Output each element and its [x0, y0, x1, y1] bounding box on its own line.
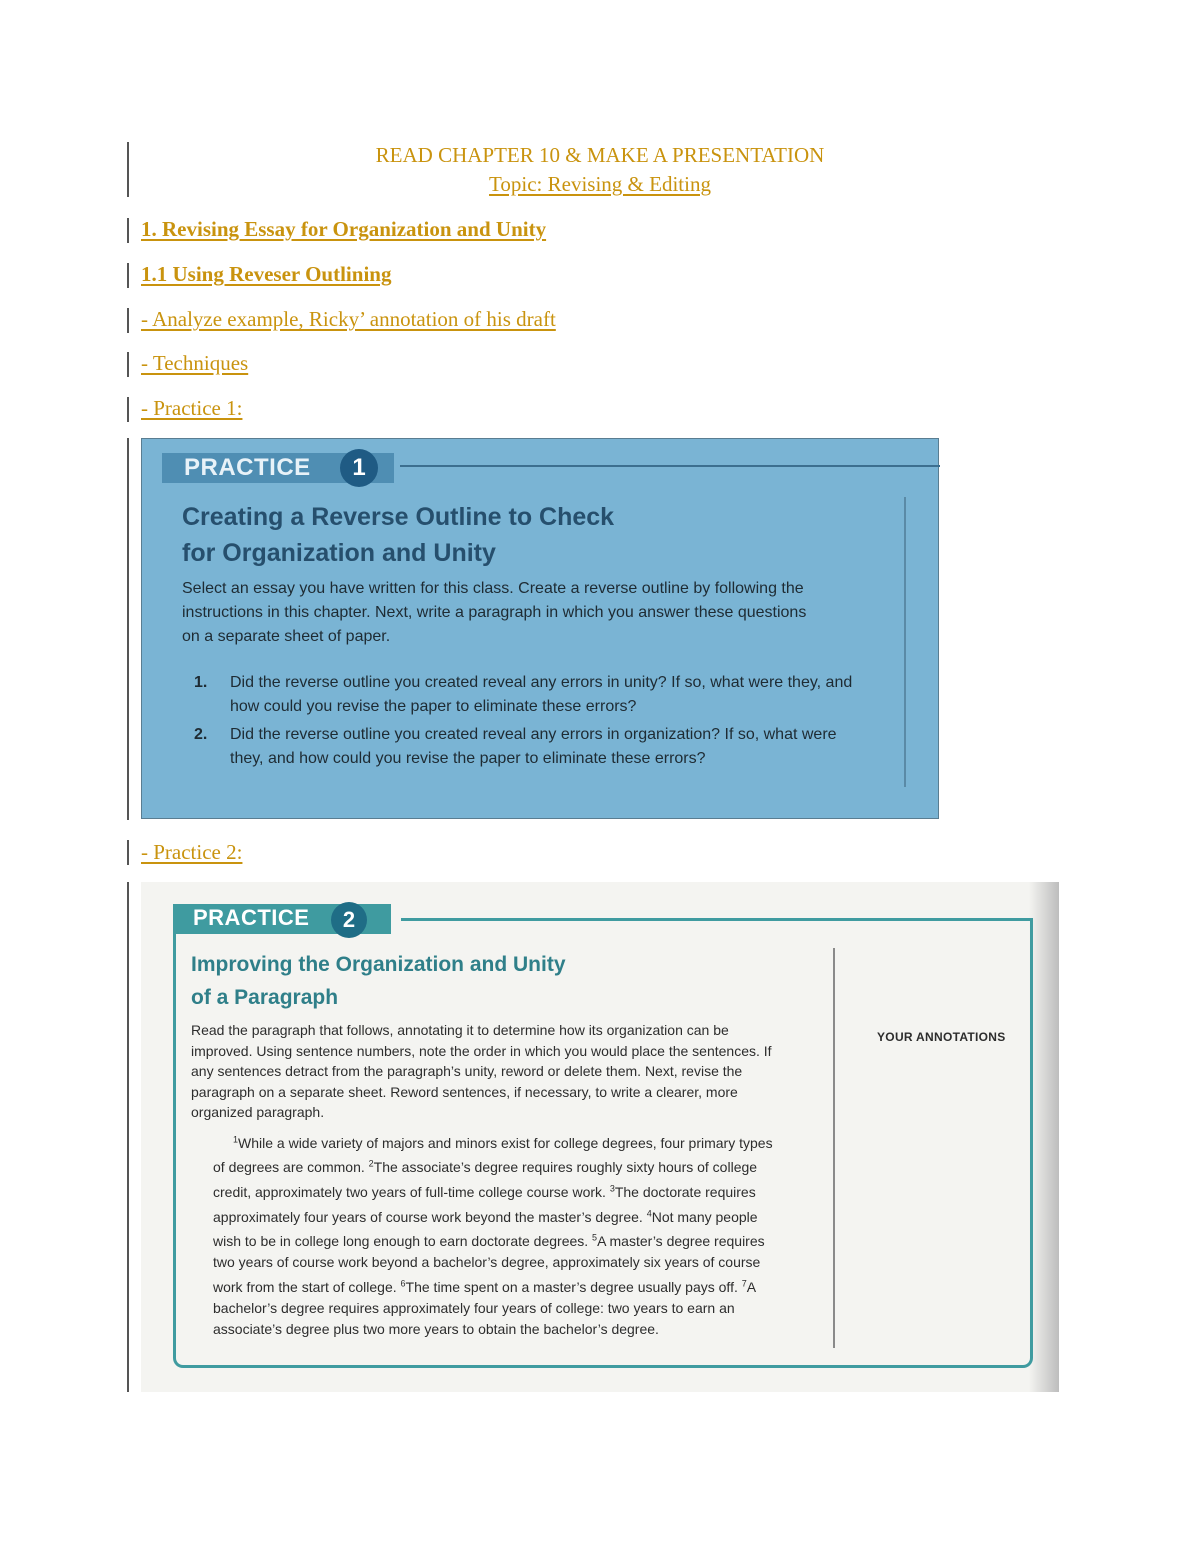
item-practice-1[interactable]: - Practice 1: — [141, 396, 243, 420]
practice-1-number-badge: 1 — [340, 449, 378, 487]
practice-2-instructions: Read the paragraph that follows, annotating it to determine how its organization can be improved. Using sentence numbers, note the order in which you would place the sentences. If any sentences detract from the paragraph’s unity, reword or delete them. Next, revise the paragraph on a separate sheet. Reword sentences, if necessary, to write a clearer, more organized paragraph. — [191, 1022, 772, 1120]
item-practice-2[interactable]: - Practice 2: — [141, 840, 243, 864]
revision-bar — [127, 308, 129, 333]
topic-heading — [0, 172, 1200, 197]
practice-2-tag-label: PRACTICE — [193, 905, 310, 930]
divider — [401, 918, 1033, 921]
practice-1-tag-label: PRACTICE — [184, 454, 311, 481]
sentence-number: 1 — [233, 1134, 239, 1144]
sentence-number: 6 — [400, 1278, 406, 1289]
practice-2-number-badge: 2 — [331, 902, 367, 938]
item-techniques[interactable]: - Techniques — [141, 351, 249, 375]
paragraph-sentence: $^4$Not many people wish to be in college long enough to earn doctorate degrees. — [213, 1207, 758, 1250]
revision-bar — [127, 218, 129, 243]
practice-1-box: PRACTICE 1 Creating a Reverse Outline to Check for Organization and Unity Select an essay you have written for this class. Create a reverse outline by following the instructions in this chapter. Next, write a paragraph in which you answer these questions on a separate sheet of paper. 1. Did the reverse outline you created reveal any errors in unity? If so, what were they, and how could you revise the paper to eliminate these errors? 2. Did the reverse outline you created reveal any errors in organization? If so, what were they, and how could you revise the paper to eliminate these errors? — [141, 438, 939, 819]
revision-bar — [127, 352, 129, 377]
divider — [904, 497, 906, 787]
revision-bar — [127, 882, 129, 1392]
sentence-number: 2 — [368, 1158, 374, 1169]
paragraph-sentence: $^5$A master’s degree requires two years of course work beyond a bachelor’s degree, approximately six years of course work from the start of college. — [213, 1232, 765, 1295]
revision-bar — [127, 397, 129, 422]
revision-bar — [127, 438, 129, 820]
topic-link[interactable]: Topic: Revising & Editing — [489, 172, 711, 196]
divider — [833, 948, 835, 1348]
sentence-number: 7 — [741, 1278, 747, 1289]
practice-2-title: Improving the Organization and Unity of a Paragraph — [191, 953, 566, 1009]
practice-1-title: Creating a Reverse Outline to Check for Organization and Unity — [182, 503, 615, 567]
divider — [400, 465, 940, 467]
sentence-number: 5 — [592, 1232, 598, 1243]
sentence-number: 4 — [646, 1207, 652, 1218]
page-title: READ CHAPTER 10 & MAKE A PRESENTATION — [375, 143, 825, 167]
paragraph-sentence: $^3$The doctorate requires approximately four years of course work beyond the master’s degree. — [213, 1183, 756, 1225]
your-annotations-label: YOUR ANNOTATIONS — [877, 1030, 1006, 1044]
item-analyze-example[interactable]: - Analyze example, Ricky’ annotation of his draft — [141, 307, 556, 331]
practice-1-instructions: Select an essay you have written for this class. Create a reverse outline by following the instructions in this chapter. Next, write a paragraph in which you answer these questions on a separate sheet of paper. — [182, 580, 807, 645]
section-1-heading[interactable]: 1. Revising Essay for Organization and Unity — [141, 217, 547, 241]
practice-2-paragraph — [213, 1129, 783, 1340]
paragraph-sentence: $^6$The time spent on a master’s degree usually pays off. — [400, 1278, 742, 1295]
practice-2-box — [141, 882, 1059, 1392]
section-1-1-heading[interactable]: 1.1 Using Reveser Outlining — [141, 262, 392, 286]
revision-bar — [127, 840, 129, 865]
revision-bar — [127, 263, 129, 288]
paragraph-sentence: $^7$A bachelor’s degree requires approximately four years of college: two years to earn an associate’s degree plus two more years to obtain the bachelor’s degree. — [213, 1278, 756, 1337]
paragraph-sentence: $^2$The associate’s degree requires roughly sixty hours of college credit, approximately two years of full-time college course work. — [213, 1158, 758, 1200]
page-edge-shadow — [1029, 882, 1059, 1392]
paragraph-sentence: $^1$While a wide variety of majors and minors exist for college degrees, four primary types of degrees are common. — [213, 1134, 773, 1176]
sentence-number: 3 — [609, 1183, 615, 1194]
